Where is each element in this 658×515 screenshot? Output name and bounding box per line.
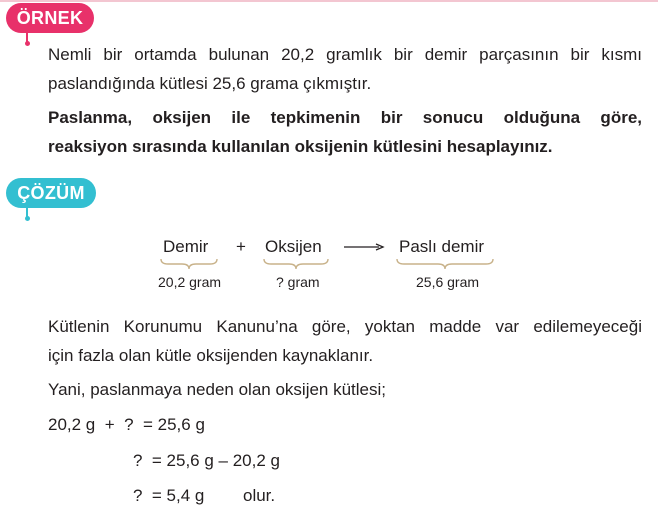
problem-line-2: paslandığında kütlesi 25,6 grama çıkmıştır. [48,74,372,93]
problem-line-1: Nemli bir ortamda bulunan 20,2 gramlık bir demir parçasının bir kısmı [48,45,642,64]
reactant-demir: Demir [163,237,209,256]
solution-line-1: Kütlenin Korunumu Kanunu’na göre, yoktan madde var edilemeyeceği [48,317,642,336]
cozum-badge: ÇÖZÜM [6,178,96,208]
solution-line-2: için fazla olan kütle oksijenden kaynaklanır. [48,346,374,365]
brace-pasli-demir [396,258,494,270]
reaction-arrow-icon [343,240,385,254]
question-line-1: Paslanma, oksijen ile tepkimenin bir sonucu olduğuna göre, [48,108,642,127]
calc-line-2: ? = 25,6 g – 20,2 g [133,451,280,470]
cozum-badge-dot [25,216,30,221]
calc-line-3-suffix: olur. [243,486,276,505]
brace-demir [160,258,218,270]
product-pasli-demir: Paslı demir [399,237,485,256]
top-divider-line [0,0,658,2]
calc-line-1: 20,2 g + ? = 25,6 g [48,415,205,434]
question-line-2: reaksiyon sırasında kullanılan oksijenin kütlesini hesaplayınız. [48,137,553,156]
ornek-badge-dot [25,41,30,46]
calc-line-3: ? = 5,4 g [133,486,205,505]
mass-demir: 20,2 gram [158,274,222,290]
reactant-oksijen: Oksijen [265,237,322,256]
mass-oksijen: ? gram [276,274,320,290]
mass-pasli-demir: 25,6 gram [416,274,480,290]
ornek-badge: ÖRNEK [6,3,94,33]
plus-sign: + [236,237,246,256]
brace-oksijen [263,258,329,270]
solution-line-3: Yani, paslanmaya neden olan oksijen kütlesi; [48,380,387,399]
